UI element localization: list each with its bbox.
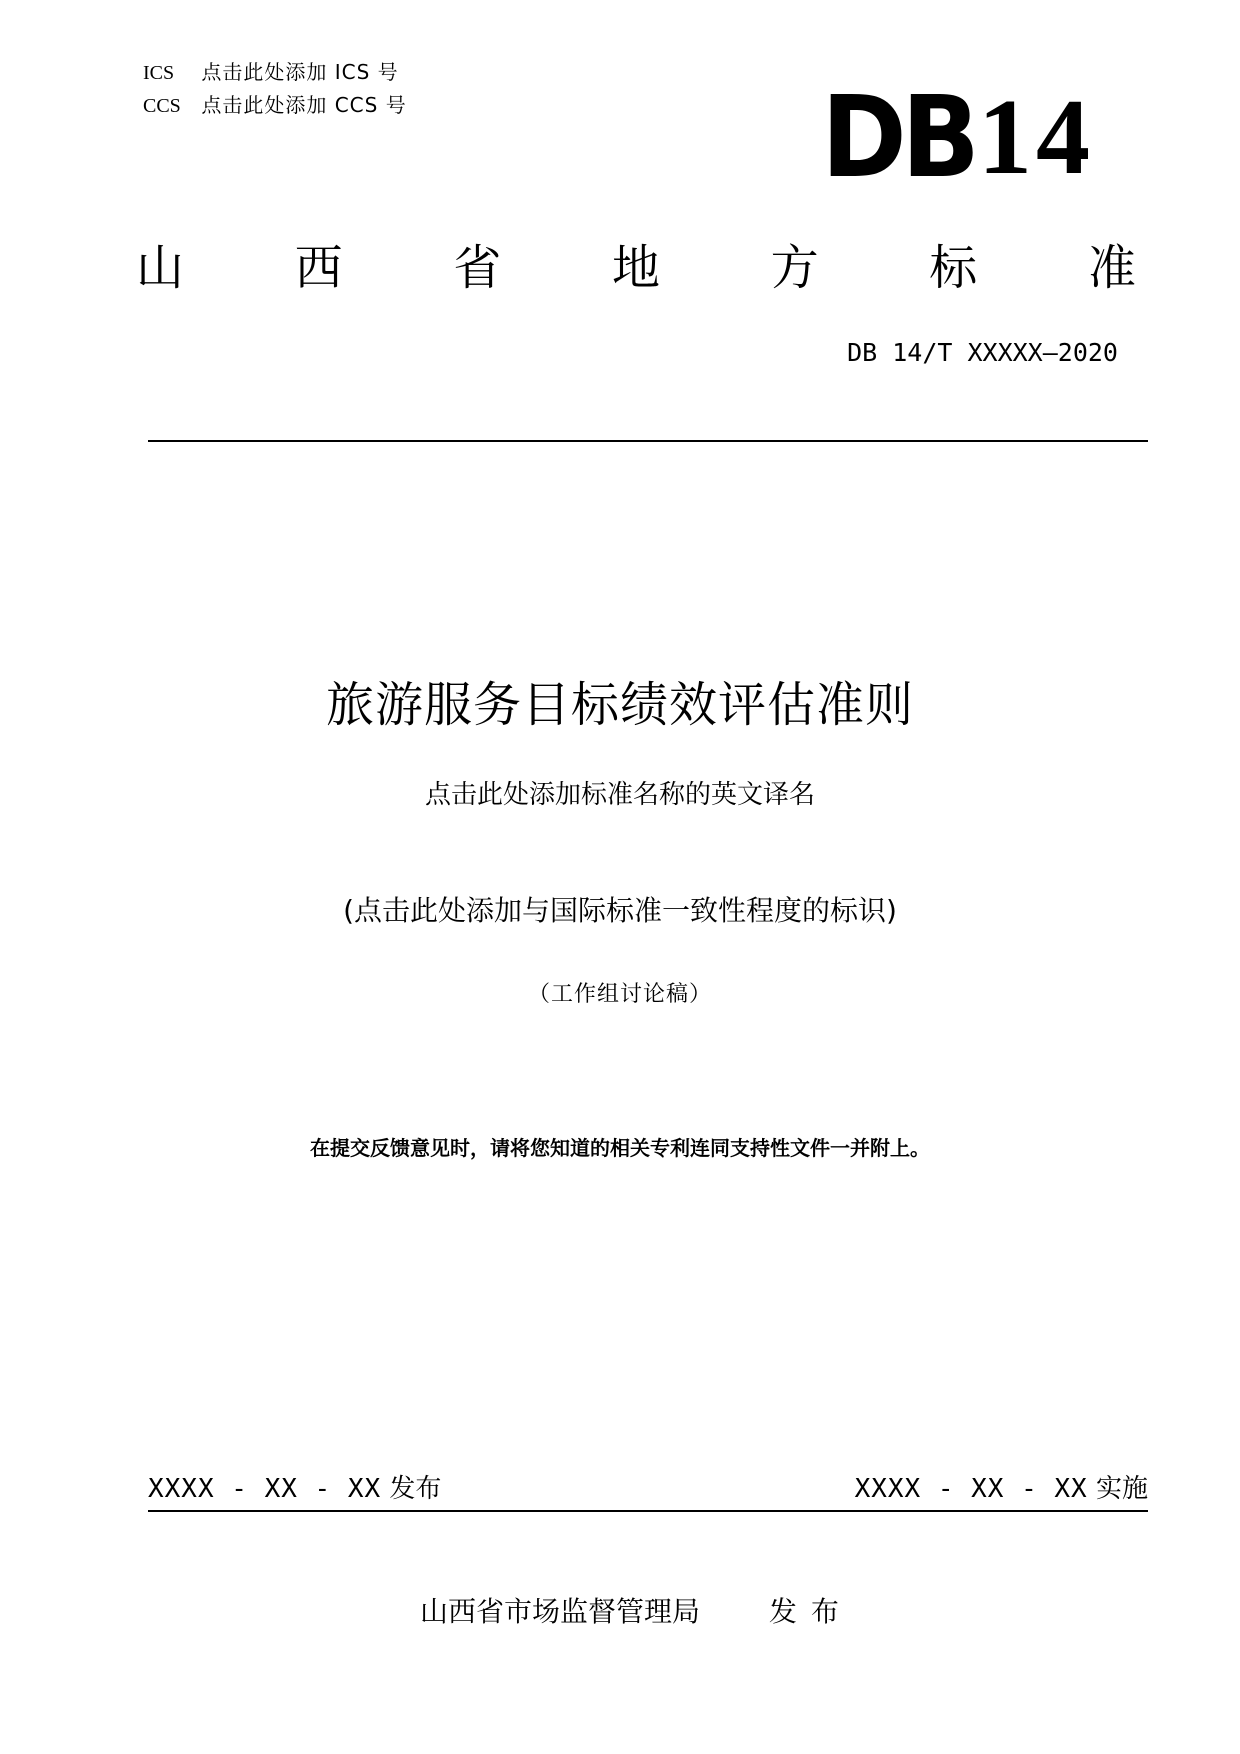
logo-prefix: DB [820,73,974,203]
document-title[interactable]: 旅游服务目标绩效评估准则 [325,677,914,733]
standard-type-char: 方 [770,240,819,296]
issue-label: 发布 [389,1474,442,1504]
publisher-name: 山西省市场监督管理局 [420,1595,701,1628]
standard-type-char: 准 [1087,240,1136,296]
implement-date-line [855,1472,1148,1506]
standard-type-char: 山 [136,240,185,296]
standard-type-char: 标 [929,240,978,296]
standard-type-char: 省 [453,240,502,296]
ccs-line [143,93,407,118]
draft-stage[interactable]: （工作组讨论稿） [527,982,712,1007]
implement-label: 实施 [1095,1474,1148,1504]
issue-date[interactable]: XXXX - XX - XX [148,1474,382,1504]
logo-number: 14 [978,78,1094,197]
db14-logo [808,73,1094,203]
patent-notice: 在提交反馈意见时，请将您知道的相关专利连同支持性文件一并附上。 [310,1136,930,1160]
ics-label: ICS [143,62,175,84]
standard-number[interactable]: DB 14/T XXXXX—2020 [847,338,1118,367]
standard-type-char: 西 [294,240,343,296]
publish-action: 发布 [768,1595,853,1628]
standard-type-char: 地 [611,240,660,296]
ics-value[interactable]: 点击此处添加 ICS 号 [201,60,399,84]
conformity-placeholder[interactable]: (点击此处添加与国际标准一致性程度的标识) [343,894,897,927]
implement-date[interactable]: XXXX - XX - XX [854,1474,1088,1504]
english-title-placeholder[interactable]: 点击此处添加标准名称的英文译名 [424,780,815,810]
publisher-line [420,1594,853,1630]
issue-date-line [148,1472,441,1506]
top-divider [148,440,1148,442]
ics-line [143,60,399,85]
standard-type-title [136,238,1136,298]
ccs-value[interactable]: 点击此处添加 CCS 号 [201,93,407,117]
ccs-label: CCS [143,95,181,117]
bottom-divider [148,1510,1148,1512]
